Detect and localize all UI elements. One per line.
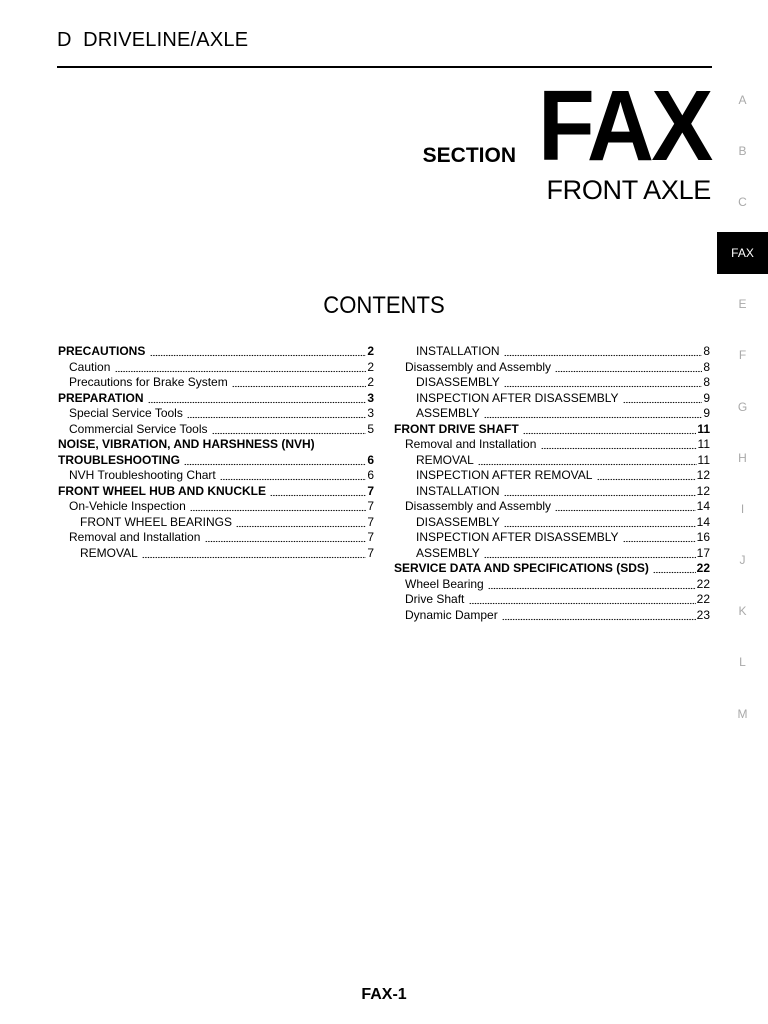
toc-dot-leader [555, 370, 702, 373]
chapter-header: D DRIVELINE/AXLE [57, 29, 249, 51]
toc-entry-page: 22 [696, 576, 710, 591]
toc-entry[interactable] [394, 515, 710, 531]
toc-dot-leader [504, 494, 696, 497]
toc-entry[interactable] [394, 375, 710, 391]
toc-entry-page: 16 [696, 530, 710, 544]
toc-entry-title: PRECAUTIONS [58, 344, 146, 358]
index-tab-b[interactable]: B [738, 143, 747, 158]
index-tab-j[interactable]: J [739, 553, 746, 568]
toc-dot-leader [478, 463, 696, 466]
toc-entry-page: 5 [367, 421, 374, 436]
toc-entry-page: 12 [696, 468, 710, 482]
toc-entry-page: 14 [696, 514, 710, 529]
toc-entry-title: FRONT WHEEL BEARINGS [80, 514, 233, 529]
toc-entry[interactable] [58, 437, 374, 453]
toc-dot-leader [504, 354, 702, 357]
toc-entry[interactable] [58, 453, 374, 469]
toc-entry[interactable] [394, 437, 710, 453]
toc-entry-title: Special Service Tools [69, 406, 183, 420]
toc-entry-title: Drive Shaft [405, 592, 465, 606]
toc-entry-title: Caution [69, 359, 111, 374]
toc-dot-leader [148, 401, 366, 404]
toc-entry-title: DISASSEMBLY [416, 375, 500, 389]
toc-entry[interactable] [58, 375, 374, 391]
toc-entry[interactable] [394, 391, 710, 407]
toc-dot-leader [597, 478, 696, 481]
toc-entry-page: 6 [367, 468, 374, 482]
toc-entry-title: Removal and Installation [405, 437, 537, 451]
toc-dot-leader [555, 509, 695, 512]
toc-entry[interactable] [394, 484, 710, 500]
toc-dot-leader [541, 447, 697, 450]
toc-entry-page: 17 [696, 545, 710, 560]
toc-entry[interactable] [394, 360, 710, 376]
section-index-tabs [717, 74, 768, 739]
toc-entry-title: PREPARATION [58, 390, 144, 405]
index-tab-f[interactable]: F [738, 348, 747, 363]
toc-entry-title: INSTALLATION [416, 344, 500, 358]
index-tab-m[interactable]: M [737, 706, 748, 721]
toc-column-left [58, 344, 374, 561]
index-tab-k[interactable]: K [738, 604, 747, 619]
toc-dot-leader [184, 463, 366, 466]
toc-entry-page: 12 [696, 483, 710, 498]
toc-entry-page: 11 [697, 421, 710, 436]
toc-entry-page: 7 [367, 483, 374, 498]
toc-entry-title: Removal and Installation [69, 530, 201, 544]
toc-entry[interactable] [394, 344, 710, 360]
toc-dot-leader [150, 354, 367, 357]
index-tab-l[interactable]: L [739, 655, 746, 670]
toc-entry[interactable] [394, 561, 710, 577]
toc-entry-title: FRONT WHEEL HUB AND KNUCKLE [58, 483, 266, 498]
toc-entry[interactable] [394, 422, 710, 438]
toc-entry-title: INSTALLATION [416, 483, 500, 498]
section-code: FAX [537, 70, 710, 182]
toc-entry[interactable] [394, 499, 710, 515]
toc-entry-page: 7 [367, 530, 374, 544]
toc-column-right [394, 344, 710, 623]
toc-entry-title: TROUBLESHOOTING [58, 452, 180, 467]
toc-entry[interactable] [58, 515, 374, 531]
toc-dot-leader [502, 618, 696, 621]
toc-dot-leader [236, 525, 366, 528]
toc-entry[interactable] [58, 422, 374, 438]
toc-entry[interactable] [58, 468, 374, 484]
toc-dot-leader [484, 416, 702, 419]
toc-entry[interactable] [394, 468, 710, 484]
toc-entry[interactable] [58, 344, 374, 360]
toc-entry-page: 6 [367, 452, 374, 467]
toc-entry[interactable] [394, 530, 710, 546]
toc-dot-leader [142, 556, 366, 559]
toc-entry-page: 7 [367, 499, 374, 513]
toc-dot-leader [205, 540, 367, 543]
toc-entry[interactable] [58, 530, 374, 546]
toc-entry-page: 9 [703, 406, 710, 420]
toc-entry-title: DISASSEMBLY [416, 514, 500, 529]
toc-entry-title: INSPECTION AFTER DISASSEMBLY [416, 530, 619, 544]
toc-entry-page: 8 [703, 344, 710, 358]
index-tab-e[interactable]: E [738, 297, 747, 312]
toc-entry-title: NOISE, VIBRATION, AND HARSHNESS (NVH) [58, 437, 315, 451]
toc-entry-page: 3 [367, 390, 374, 405]
toc-entry[interactable] [394, 577, 710, 593]
toc-entry-title: FRONT DRIVE SHAFT [394, 421, 519, 436]
toc-dot-leader [270, 494, 366, 497]
toc-dot-leader [469, 602, 696, 605]
toc-entry[interactable] [58, 391, 374, 407]
toc-entry-title: SERVICE DATA AND SPECIFICATIONS (SDS) [394, 561, 649, 575]
toc-entry[interactable] [394, 546, 710, 562]
toc-dot-leader [190, 509, 366, 512]
toc-entry-title: REMOVAL [80, 545, 138, 560]
toc-entry[interactable] [58, 546, 374, 562]
toc-entry[interactable] [394, 608, 710, 624]
toc-dot-leader [220, 478, 366, 481]
toc-entry-page: 8 [703, 359, 710, 374]
toc-entry-page: 14 [696, 499, 710, 513]
section-title: FRONT AXLE [546, 175, 711, 205]
toc-entry-title: REMOVAL [416, 452, 474, 467]
toc-entry-title: Disassembly and Assembly [405, 359, 552, 374]
toc-dot-leader [212, 432, 366, 435]
header-rule [57, 66, 712, 68]
toc-entry[interactable] [58, 360, 374, 376]
toc-entry-page: 2 [367, 344, 374, 358]
toc-dot-leader [115, 370, 367, 373]
toc-entry-page: 11 [697, 437, 710, 451]
section-label: SECTION [422, 144, 516, 167]
toc-entry-page: 3 [367, 406, 374, 420]
toc-entry-title: On-Vehicle Inspection [69, 499, 186, 513]
toc-dot-leader [504, 525, 695, 528]
toc-entry[interactable] [394, 406, 710, 422]
toc-entry[interactable] [58, 484, 374, 500]
toc-dot-leader [504, 385, 702, 388]
toc-entry-page: 22 [696, 561, 710, 575]
toc-entry-page: 2 [367, 375, 374, 389]
toc-dot-leader [232, 385, 366, 388]
toc-entry-page: 2 [367, 359, 374, 374]
toc-dot-leader [523, 432, 696, 435]
toc-entry[interactable] [394, 453, 710, 469]
index-tab-fax[interactable]: FAX [717, 232, 768, 274]
toc-entry-title: Commercial Service Tools [69, 421, 208, 436]
toc-dot-leader [623, 401, 702, 404]
toc-entry[interactable] [394, 592, 710, 608]
toc-dot-leader [187, 416, 366, 419]
toc-entry[interactable] [58, 499, 374, 515]
index-tab-g[interactable]: G [737, 399, 748, 414]
toc-entry-title: Precautions for Brake System [69, 375, 228, 389]
index-tab-c[interactable]: C [738, 194, 747, 209]
toc-entry-title: ASSEMBLY [416, 545, 480, 560]
contents-heading: CONTENTS [323, 292, 445, 319]
toc-entry-title: NVH Troubleshooting Chart [69, 468, 216, 482]
toc-entry-title: ASSEMBLY [416, 406, 480, 420]
index-tab-a[interactable]: A [738, 92, 747, 107]
toc-dot-leader [653, 571, 695, 574]
toc-entry-title: Dynamic Damper [405, 607, 498, 622]
toc-entry[interactable] [58, 406, 374, 422]
index-tab-h[interactable]: H [738, 450, 747, 465]
toc-entry-title: INSPECTION AFTER REMOVAL [416, 468, 593, 482]
toc-dot-leader [623, 540, 696, 543]
toc-entry-title: INSPECTION AFTER DISASSEMBLY [416, 390, 619, 405]
page-number: FAX-1 [361, 986, 407, 1003]
toc-entry-page: 9 [703, 390, 710, 405]
toc-dot-leader [484, 556, 695, 559]
toc-entry-title: Wheel Bearing [405, 576, 484, 591]
toc-entry-page: 23 [696, 607, 710, 622]
toc-entry-page: 8 [703, 375, 710, 389]
index-tab-i[interactable]: I [740, 501, 745, 516]
toc-entry-page: 7 [367, 514, 374, 529]
toc-dot-leader [488, 587, 696, 590]
toc-entry-page: 22 [696, 592, 710, 606]
toc-entry-page: 11 [697, 452, 710, 467]
toc-entry-page: 7 [367, 545, 374, 560]
toc-entry-title: Disassembly and Assembly [405, 499, 552, 513]
